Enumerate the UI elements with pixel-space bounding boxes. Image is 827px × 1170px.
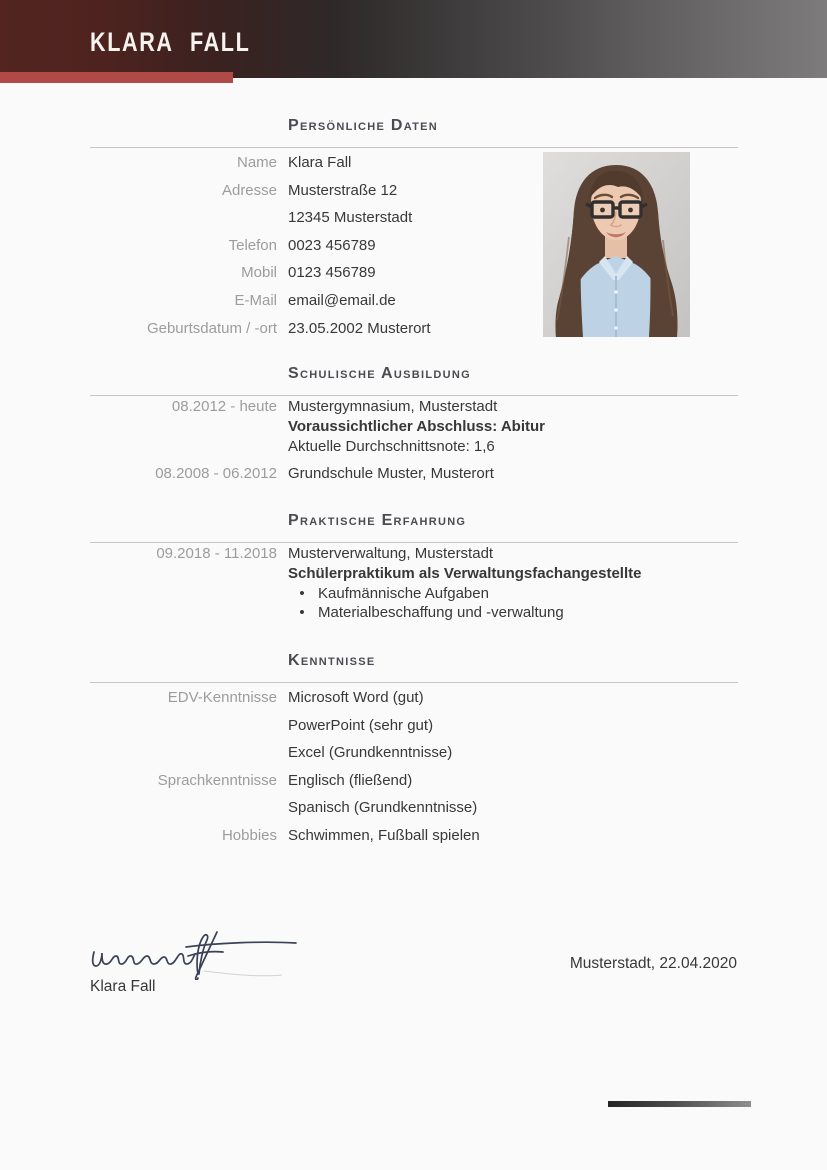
- section-divider: [90, 542, 738, 543]
- field-value-mobil: 0123 456789: [288, 264, 376, 282]
- field-label-adresse: Adresse: [221, 181, 277, 199]
- entry-period: 08.2008 - 06.2012: [155, 465, 277, 483]
- section-divider: [90, 682, 738, 683]
- field-value-hobbies: Schwimmen, Fußball spielen: [288, 826, 480, 844]
- field-label-email: E-Mail: [234, 291, 277, 309]
- section-divider: [90, 147, 738, 148]
- entry-bullet-line: [288, 584, 738, 604]
- entry-period: 09.2018 - 11.2018: [156, 545, 277, 562]
- field-label-edv: EDV-Kenntnisse: [167, 689, 277, 706]
- field-label-geburtsdatum: Geburtsdatum / -ort: [146, 319, 277, 337]
- bullet-icon: •: [299, 584, 305, 602]
- bullet-text: Materialbeschaffung und -verwaltung: [318, 604, 564, 622]
- entry-line: Mustergymnasium, Musterstadt: [288, 398, 498, 415]
- section-heading-education: Schulische Ausbildung: [288, 365, 471, 382]
- entry-line: Aktuelle Durchschnittsnote: 1,6: [288, 437, 495, 455]
- bullet-icon: •: [299, 604, 305, 622]
- header-banner: [0, 0, 827, 78]
- education-entry: [90, 397, 738, 456]
- field-label-telefon: Telefon: [228, 236, 277, 254]
- signature-block: [86, 930, 304, 996]
- field-value-name: Klara Fall: [288, 154, 352, 171]
- section-education: [90, 363, 738, 492]
- entry-period: 08.2012 - heute: [171, 398, 277, 415]
- signature-name: Klara Fall: [90, 978, 156, 995]
- page-title: KLARA FALL: [90, 27, 251, 57]
- field-value-email: email@email.de: [288, 291, 396, 309]
- section-heading-skills: Kenntnisse: [288, 652, 376, 669]
- entry-line: Musterverwaltung, Musterstadt: [288, 545, 494, 562]
- field-value-geburtsdatum: 23.05.2002 Musterort: [288, 319, 431, 337]
- entry-bullet-line: [288, 603, 738, 623]
- field-label-hobbies: Hobbies: [221, 826, 277, 844]
- entry-details: [288, 544, 738, 623]
- applicant-photo: [543, 152, 690, 337]
- field-label-mobil: Mobil: [241, 264, 277, 282]
- field-value-adresse: Musterstraße 12 12345 Musterstadt: [288, 181, 413, 227]
- entry-line-bold: Voraussichtlicher Abschluss: Abitur: [288, 417, 545, 435]
- portrait-illustration: [543, 152, 690, 337]
- field-value-sprachen: Englisch (fließend) Spanisch (Grundkenntnisse): [288, 771, 478, 817]
- bullet-text: Kaufmännische Aufgaben: [318, 584, 489, 602]
- entry-line: Grundschule Muster, Musterort: [288, 465, 494, 483]
- section-skills: [90, 650, 738, 850]
- entry-details: [288, 464, 738, 484]
- field-value-telefon: 0023 456789: [288, 236, 376, 254]
- signature-scribble: [86, 930, 304, 980]
- field-label-sprachen: Sprachkenntnisse: [157, 771, 277, 789]
- field-value-edv: Microsoft Word (gut) PowerPoint (sehr gut) Excel (Grundkenntnisse): [288, 689, 453, 762]
- section-divider: [90, 395, 738, 396]
- entry-details: [288, 397, 738, 456]
- section-heading-experience: Praktische Erfahrung: [288, 512, 467, 529]
- skills-table: [90, 684, 738, 850]
- entry-line-bold: Schülerpraktikum als Verwaltungsfachangestellte: [288, 564, 642, 582]
- section-experience: [90, 510, 738, 631]
- experience-entry: [90, 544, 738, 623]
- footer-gradient-bar: [608, 1101, 751, 1107]
- field-label-name: Name: [236, 154, 277, 171]
- header-accent-bar: [0, 72, 233, 83]
- section-heading-personal: Persönliche Daten: [288, 117, 439, 134]
- education-entry: [90, 464, 738, 484]
- place-date: Musterstadt, 22.04.2020: [569, 955, 737, 972]
